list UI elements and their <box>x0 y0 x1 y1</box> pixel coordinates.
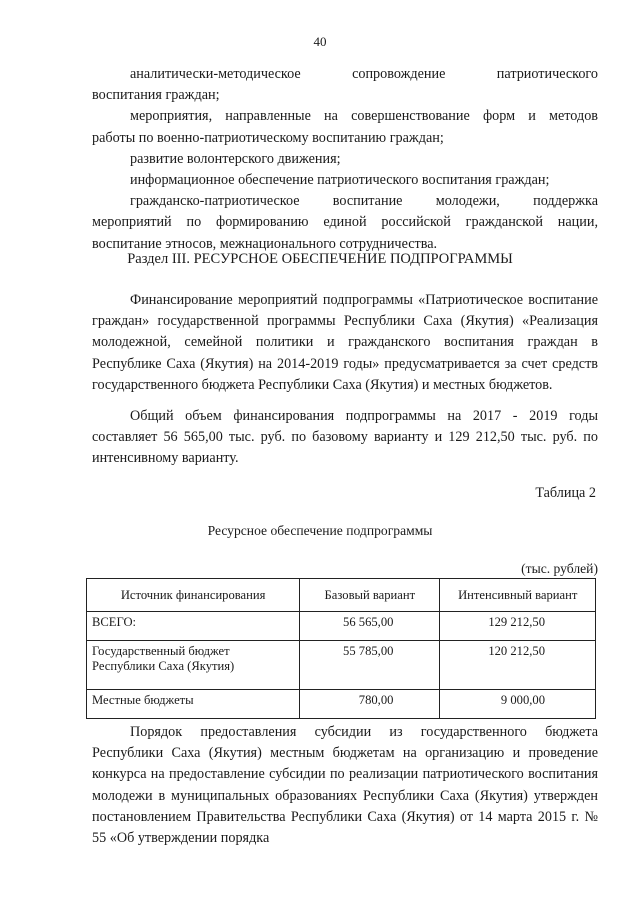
resource-table <box>86 578 596 719</box>
table-cell-intensive: 120 212,50 <box>440 641 596 690</box>
list-line: воспитание этносов, межнационального сотрудничества. <box>92 235 438 252</box>
table-cell-source: ВСЕГО: <box>87 612 300 641</box>
list-line: развитие волонтерского движения; <box>130 150 341 167</box>
table-cell-intensive: 129 212,50 <box>440 612 596 641</box>
list-item <box>92 149 598 170</box>
paragraph-total-volume: Общий объем финансирования подпрограммы на 2017 - 2019 годы составляет 56 565,00 тыс. руб. по базовому варианту и 129 212,50 тыс. руб. по интенсивному варианту. <box>92 408 598 467</box>
list-line: мероприятия, направленные на совершенствование форм и методов <box>130 108 598 125</box>
list-line: воспитания граждан; <box>92 87 220 104</box>
paragraph-subsidy-procedure: Порядок предоставления субсидии из государственного бюджета Республики Саха (Якутия) местным бюджетам на организацию и проведение конкурса на предоставление субсидии по реализации патриотического воспитания молодежи в муниципальных образованиях Республики Саха (Якутия) утвержден постановлением Правительства Республики Саха (Якутия) от 14 марта 2015 г. № 55 «Об утверждении порядка <box>92 724 598 847</box>
table-title: Ресурсное обеспечение подпрограммы <box>207 523 433 538</box>
column-header: Базовый вариант <box>300 579 440 612</box>
list-line: информационное обеспечение патриотического воспитания граждан; <box>130 172 550 189</box>
paragraph-financing: Финансирование мероприятий подпрограммы «Патриотическое воспитание граждан» государственной программы Республики Саха (Якутия) «Реализация молодежной, семейной политики и гражданского воспитания граждан в Республике Саха (Якутия) на 2014-2019 годы» предусматривается за счет средств государственного бюджета Республики Саха (Якутия) и местных бюджетов. <box>92 292 598 393</box>
table-cell-source: Местные бюджеты <box>87 690 300 719</box>
table-cell-intensive: 9 000,00 <box>440 690 596 719</box>
list-line: мероприятий по формированию единой российской гражданской нации, <box>92 214 598 231</box>
page-number: 40 <box>313 34 327 49</box>
table-row <box>87 641 596 690</box>
list-block <box>92 64 598 255</box>
list-line: аналитически-методическое сопровождение патриотического <box>130 66 598 82</box>
table-cell-source: Государственный бюджет Республики Саха (Якутия) <box>87 641 300 690</box>
list-line: работы по военно-патриотическому воспитанию граждан; <box>92 129 444 146</box>
list-item <box>92 170 598 191</box>
section-heading: Раздел III. РЕСУРСНОЕ ОБЕСПЕЧЕНИЕ ПОДПРОГРАММЫ <box>127 251 513 267</box>
table-caption: Таблица 2 <box>535 485 596 501</box>
list-item <box>92 64 598 106</box>
table-cell-base: 56 565,00 <box>300 612 440 641</box>
list-item <box>92 106 598 148</box>
column-header: Источник финансирования <box>87 579 300 612</box>
list-line: гражданско-патриотическое воспитание молодежи, поддержка <box>130 193 598 210</box>
table-unit: (тыс. рублей) <box>521 561 598 576</box>
table-header-row <box>87 579 596 612</box>
table-row <box>87 690 596 719</box>
list-item <box>92 191 598 255</box>
table-row <box>87 612 596 641</box>
table-cell-base: 55 785,00 <box>300 641 440 690</box>
table-cell-base: 780,00 <box>300 690 440 719</box>
column-header: Интенсивный вариант <box>440 579 596 612</box>
